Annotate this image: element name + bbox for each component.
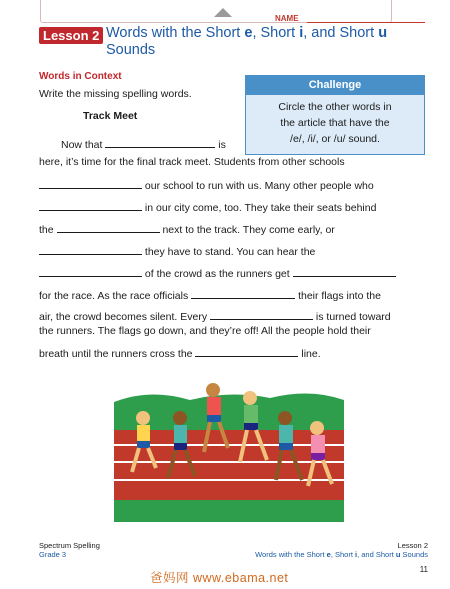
lesson-badge: Lesson 2 — [39, 27, 103, 44]
answer-blank[interactable] — [39, 179, 142, 189]
footer-grade: Grade 3 — [39, 550, 67, 559]
story-line: of the crowd as the runners get — [39, 267, 396, 280]
answer-blank[interactable] — [195, 347, 298, 357]
challenge-line: the article that have the — [280, 117, 390, 129]
story-line: breath until the runners cross the line. — [39, 348, 321, 360]
story-line: Now that is — [61, 139, 226, 151]
story-line: our school to run with us. Many other people who — [39, 179, 374, 192]
story-line: they have to stand. You can hear the — [39, 245, 315, 258]
challenge-line: Circle the other words in — [278, 101, 392, 113]
runners-illustration — [110, 370, 348, 526]
answer-blank[interactable] — [191, 289, 295, 299]
challenge-heading: Challenge — [246, 76, 424, 95]
story-line: the next to the track. They come early, or — [39, 224, 335, 236]
footer-left — [39, 541, 100, 559]
story-line: in our city come, too. They take their seats behind — [39, 201, 376, 214]
story-title: Track Meet — [83, 110, 138, 122]
footer-right — [255, 541, 428, 559]
answer-blank[interactable] — [210, 310, 313, 320]
answer-blank[interactable] — [293, 267, 396, 277]
footer-lesson: Lesson 2 — [397, 541, 428, 550]
story-line: here, it’s time for the final track meet. Students from other schools — [39, 156, 345, 168]
story-line: for the race. As the race officials their flags into the — [39, 290, 381, 302]
section-heading: Words in Context — [39, 71, 122, 82]
up-arrow-icon — [214, 8, 232, 17]
answer-blank[interactable] — [105, 138, 215, 148]
answer-blank[interactable] — [39, 245, 142, 255]
story-line: the runners. The flags go down, and they’re off! All the people hold their — [39, 325, 371, 337]
answer-blank[interactable] — [39, 267, 142, 277]
footer-lesson-title: Words with the Short e, Short i, and Short u Sounds — [255, 550, 428, 559]
challenge-text — [246, 95, 424, 147]
name-label: NAME — [275, 14, 299, 23]
watermark: 爸妈网 www.ebama.net — [150, 571, 289, 585]
page-number: 11 — [419, 565, 428, 574]
answer-blank[interactable] — [39, 201, 142, 211]
answer-blank[interactable] — [57, 223, 160, 233]
lesson-title: Words with the Short e, Short i, and Short u Sounds — [106, 25, 388, 58]
footer-book-title: Spectrum Spelling — [39, 541, 100, 550]
story-line: air, the crowd becomes silent. Every is turned toward — [39, 311, 391, 323]
challenge-box — [245, 75, 425, 155]
instructions: Write the missing spelling words. — [39, 88, 192, 100]
name-field-line[interactable] — [307, 22, 425, 23]
challenge-line: /e/, /i/, or /u/ sound. — [290, 133, 380, 145]
